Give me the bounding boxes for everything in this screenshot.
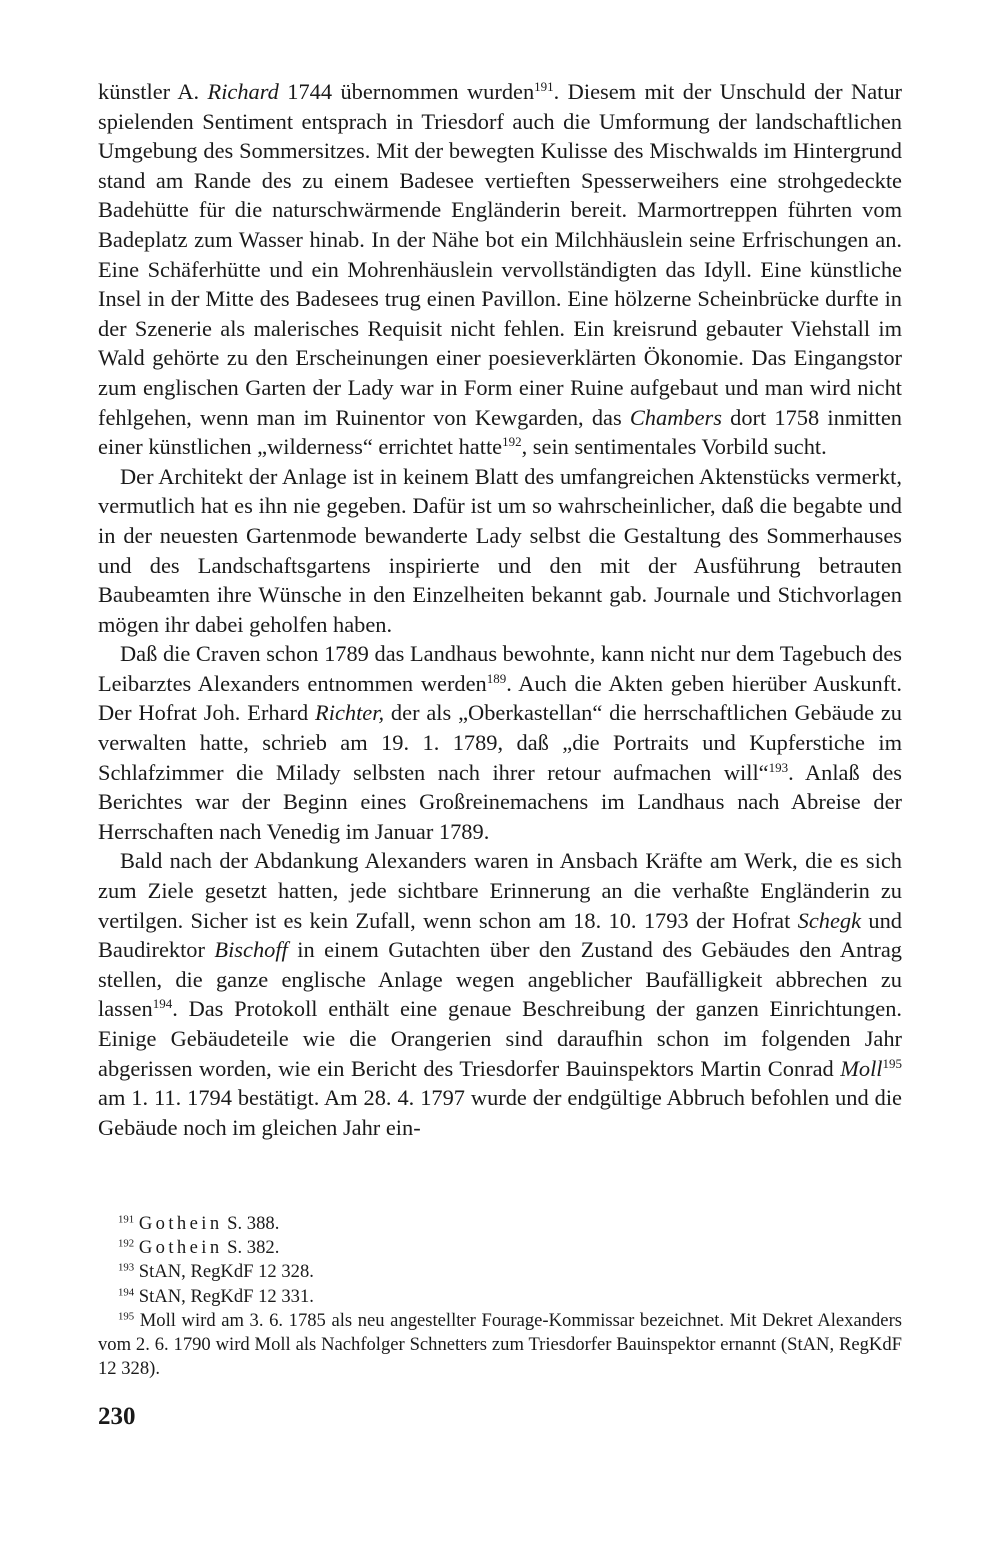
footnote-number: 194 <box>118 1285 135 1298</box>
footnote-ref: 193 <box>768 759 789 775</box>
footnote-ref: 191 <box>534 78 554 94</box>
person-name: Bischoff <box>214 937 288 963</box>
footnote-ref: 189 <box>486 670 507 686</box>
person-name: Chambers <box>629 404 722 430</box>
footnote-number: 192 <box>118 1237 135 1250</box>
page-number: 230 <box>98 1403 136 1430</box>
paragraph-3: Daß die Craven schon 1789 das Landhaus bewohnte, kann nicht nur dem Tagebuch des Leibarztes Alexanders entnommen werden$^{189}$. Auch die Akten geben hierüber Auskunft. Der Hofrat Joh. Erhard Richter, der als „Oberkastellan“ die herrschaftlichen Gebäude zu verwalten hatte, schrieb am 19. 1. 1789, daß „die Portraits und Kupferstiche im Schlafzimmer die Milady selbsten nach ihrer retour aufmachen will“$^{193}$. Anlaß des Berichtes war der Beginn eines Großreinemachens im Landhaus nach Abreise der Herrschaften nach Venedig im Januar 1789. <box>98 641 903 844</box>
footnote-number: 193 <box>118 1261 135 1274</box>
footnote: $^{195}$ Moll wird am 3. 6. 1785 als neu angestellter Fourage-Kommissar bezeichnet. Mit Dekret Alexanders vom 2. 6. 1790 wird Moll als Nachfolger Schnetters zum Triesdorfer Bauinspektor ernannt (StAN, RegKdF 12 328). <box>98 1309 902 1380</box>
person-name: Richard <box>207 79 279 104</box>
paragraph-2: Der Architekt der Anlage ist in keinem Blatt des umfangreichen Aktenstücks vermerkt, vermutlich hat es ihn nie gegeben. Dafür ist um so wahrscheinlicher, daß die begabte und in der neuesten Gartenmode bewanderte Lady selbst die Gestaltung des Sommerhauses und des Landschaftsgartens inspirierte und den mit der Ausführung betrauten Baubeamten ihre Wünsche in den Einzelheiten bekannt gab. Journale und Stichvorlagen mögen ihr dabei geholfen haben. <box>98 463 902 637</box>
paragraph-1: künstler A. Richard 1744 übernommen wurden$^{191}$. Diesem mit der Unschuld der Natur spielenden Sentiment entsprach in Triesdorf auch die Umformung der landschaftlichen Umgebung des Sommersitzes. Mit der bewegten Kulisse des Mischwalds im Hintergrund stand am Rande des zu einem Badesee vertieften Spesserweihers eine strohgedeckte Badehütte für die naturschwärmende Engländerin bereit. Marmortreppen führten vom Badeplatz zum Wasser hinab. In der Nähe bot ein Milchhäuslein seine Erfrischungen an. Eine Schäferhütte und ein Mohrenhäuslein vervollständigten das Idyll. Eine künstliche Insel in der Mitte des Badesees trug einen Pavillon. Eine hölzerne Scheinbrücke durfte in der Szenerie als malerisches Requisit nicht fehlen. Ein kreisrund gebauter Viehstall im Wald gehörte zu den Erscheinungen einer poesieverklärten Ökonomie. Das Eingangstor zum englischen Garten der Lady war in Form einer Ruine aufgebaut und man wird nicht fehlgehen, wenn man im Ruinentor von Kewgarden, das Chambers dort 1758 inmitten einer künstlichen „wilderness“ errichtet hatte$^{192}$, sein sentimentales Vorbild sucht. <box>98 78 903 460</box>
footnote: $^{194}$ StAN, RegKdF 12 331. <box>118 1285 314 1307</box>
person-name: Moll <box>840 1055 883 1081</box>
footnote: $^{191}$ Gothein S. 388. <box>118 1213 280 1234</box>
paragraph-4: Bald nach der Abdankung Alexanders waren in Ansbach Kräfte am Werk, die es sich zum Ziele gesetzt hatten, jede sichtbare Erinnerung an die verhaßte Engländerin zu vertilgen. Sicher ist es kein Zufall, wenn schon am 18. 10. 1793 der Hofrat Schegk und Baudirektor Bischoff in einem Gutachten über den Zustand des Gebäudes den Antrag stellen, die ganze englische Anlage wegen angeblicher Baufälligkeit abbrechen zu lassen$^{194}$. Das Protokoll enthält eine genaue Beschreibung der ganzen Einrichtungen. Einige Gebäudeteile wie die Orangerien sind daraufhin schon im folgenden Jahr abgerissen worden, wie ein Bericht des Triesdorfer Bauinspektors Martin Conrad Moll$^{195}$ am 1. 11. 1794 bestätigt. Am 28. 4. 1797 wurde der endgültige Abbruch befohlen und die Gebäude noch im gleichen Jahr ein- <box>98 848 902 1140</box>
footnote: $^{193}$ StAN, RegKdF 12 328. <box>118 1261 314 1283</box>
footnote-author: Gothein <box>138 1237 223 1259</box>
person-name: Schegk <box>797 907 862 933</box>
footnote-author: Gothein <box>138 1213 223 1234</box>
footnote: $^{192}$ Gothein S. 382. <box>118 1237 280 1259</box>
footnote-ref: 192 <box>502 434 522 450</box>
person-name: Richter, <box>315 700 385 726</box>
footnote-number: 191 <box>118 1213 135 1226</box>
footnote-number: 195 <box>118 1310 135 1323</box>
footnote-ref: 194 <box>152 996 173 1012</box>
footnote-ref: 195 <box>882 1055 902 1071</box>
main-text <box>98 77 902 1142</box>
footnotes <box>98 1212 902 1381</box>
